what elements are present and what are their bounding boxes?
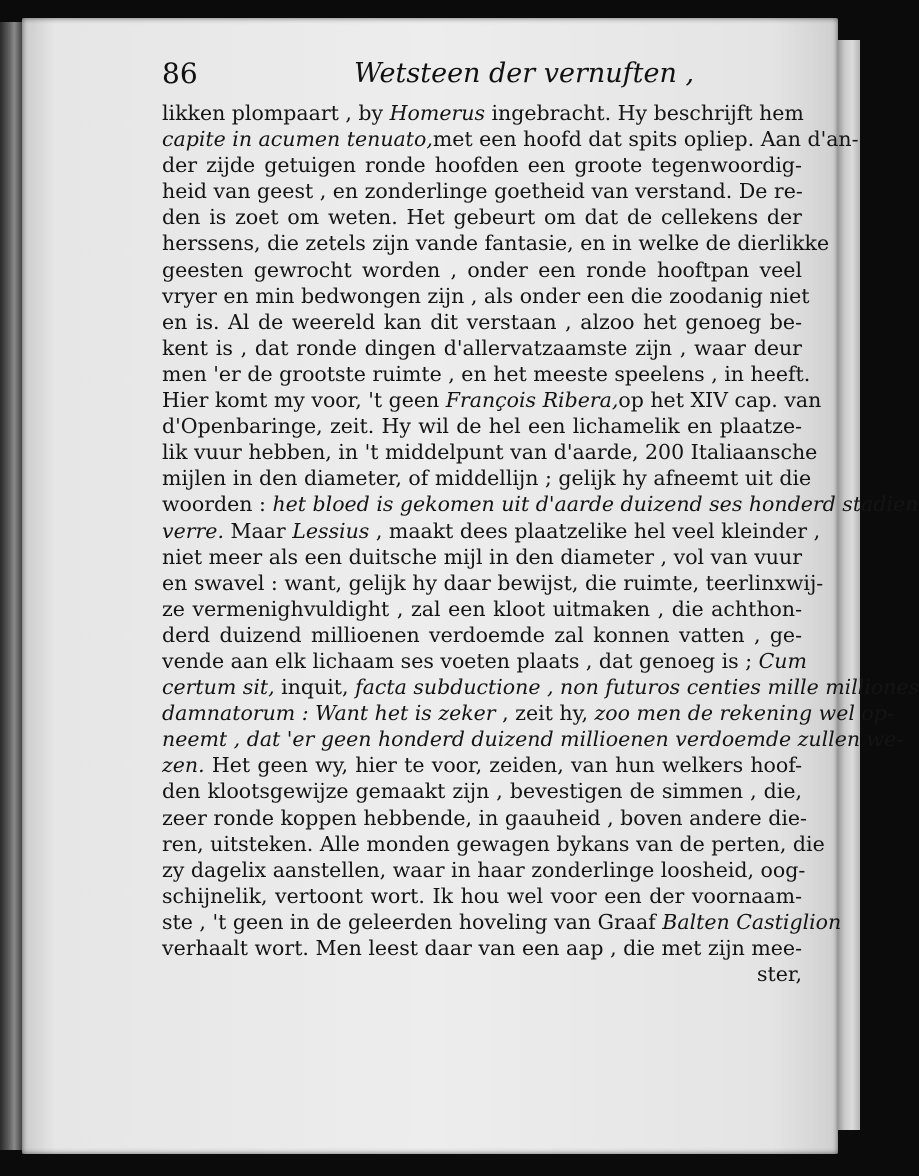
text-line [162, 257, 802, 283]
text-segment: en swavel : want, gelijk hy daar bewijst, die ruimte, teerlinxwij- [162, 570, 824, 595]
text-line [162, 283, 810, 309]
text-segment: zy dagelix aanstellen, waar in haar zonderlinge loosheid, oog- [162, 857, 806, 882]
text-segment: ren, uitsteken. Alle monden gewagen bykans van de perten, die [162, 831, 825, 856]
text-line [162, 909, 842, 935]
text-segment: Maar [223, 518, 293, 543]
text-line [162, 387, 822, 413]
text-line [162, 622, 802, 648]
text-line [162, 831, 825, 857]
text-segment: der zijde getuigen ronde hoofden een groote tegenwoordig- [162, 153, 802, 178]
text-line [162, 752, 802, 778]
text-line [162, 596, 802, 622]
italic-text: Balten Castiglion [662, 909, 842, 934]
text-segment: en is. Al de weereld kan dit verstaan , alzoo het genoeg be- [162, 309, 802, 334]
text-line [162, 674, 919, 700]
text-line [162, 857, 806, 883]
catchword: ster, [757, 962, 802, 987]
text-segment: ze vermenighvuldight , zal een kloot uitmaken , die achthon- [162, 596, 802, 621]
text-segment: , maakt dees plaatzelike hel veel kleinder , [369, 518, 821, 543]
italic-text: zoo men de rekening wel op- [594, 701, 894, 726]
text-segment: verhaalt wort. Men leest daar van een aap , die met zijn mee- [162, 936, 802, 960]
text-segment: den is zoet om weten. Het gebeurt om dat de cellekens der [162, 205, 802, 230]
text-segment: vryer en min bedwongen zijn , als onder een die zoodanig niet [162, 283, 810, 308]
text-segment: lik vuur hebben, in 't middelpunt van d'aarde, 200 Italiaansche [162, 440, 818, 465]
text-segment: herssens, die zetels zijn vande fantasie, en in welke de dierlikke [162, 231, 830, 256]
text-line [162, 465, 812, 491]
text-line [162, 648, 807, 674]
italic-text: neemt , dat 'er geen honderd duizend millioenen verdoemde zullen we- [162, 727, 904, 752]
text-line [162, 883, 802, 909]
text-segment: inquit, [274, 675, 356, 700]
text-segment: woorden : [162, 492, 273, 517]
text-segment: heid van geest , en zonderlinge goetheid van verstand. De re- [162, 179, 803, 204]
text-line [162, 518, 821, 544]
text-segment: zeer ronde koppen hebbende, in gaauheid , boven andere die- [162, 805, 807, 830]
text-line [162, 309, 802, 335]
text-segment: derd duizend millioenen verdoemde zal konnen vatten , ge- [162, 622, 802, 647]
text-line [162, 230, 830, 256]
text-line [162, 413, 802, 439]
text-line [162, 204, 802, 230]
text-segment: den klootsgewijze gemaakt zijn , bevestigen de simmen , die, [162, 779, 802, 804]
text-segment: , zeit hy, [495, 701, 595, 726]
text-line [162, 935, 802, 961]
italic-text: Cum [758, 648, 807, 673]
text-segment: met een hoofd dat spits opliep. Aan d'an- [432, 127, 859, 152]
text-segment: men 'er de grootste ruimte , en het meeste speelens , in heeft. [162, 361, 811, 386]
text-segment: Het geen wy, hier te voor, zeiden, van hun welkers hoof- [204, 753, 802, 778]
running-title: Wetsteen der vernuften , [354, 58, 695, 89]
book-page [22, 18, 919, 1154]
text-line [162, 805, 807, 831]
text-line [162, 152, 802, 178]
italic-text: zen. [162, 753, 205, 778]
text-segment: d'Openbaringe, zeit. Hy wil de hel een lichamelik en plaatze- [162, 414, 802, 439]
text-line [162, 100, 802, 126]
text-segment: op het XIV cap. van [618, 388, 822, 413]
italic-text: verre. [162, 518, 224, 543]
text-line [162, 491, 919, 517]
text-line [162, 126, 859, 152]
text-line [162, 439, 818, 465]
text-segment: mijlen in den diameter, of middellijn ; gelijk hy afneemt uit die [162, 466, 812, 491]
text-line [162, 178, 802, 204]
text-line [162, 570, 824, 596]
italic-text: damnatorum : Want het is zeker [162, 701, 496, 726]
text-line [162, 778, 802, 804]
italic-text: François Ribera, [445, 388, 619, 413]
italic-text: certum sit, [162, 675, 275, 700]
text-segment: Hier komt my voor, 't geen [162, 388, 446, 413]
text-line [162, 335, 802, 361]
running-head [162, 54, 782, 94]
text-segment: vende aan elk lichaam ses voeten plaats , dat genoeg is ; [162, 648, 759, 673]
text-segment: kent is , dat ronde dingen d'allervatzaamste zijn , waar deur [162, 335, 802, 360]
page-number: 86 [162, 57, 198, 90]
body-text [162, 100, 919, 987]
italic-text: facta subductione , non futuros centies mille milliones [355, 675, 919, 700]
text-segment: schijnelik, vertoont wort. Ik hou wel voor een der voornaam- [162, 883, 802, 908]
text-segment: ste , 't geen in de geleerden hoveling van Graaf [162, 909, 663, 934]
text-segment: geesten gewrocht worden , onder een ronde hooftpan veel [162, 257, 802, 282]
italic-text: het bloed is gekomen uit d'aarde duizend ses honderd stadien [272, 492, 919, 517]
text-segment: niet meer als een duitsche mijl in den diameter , vol van vuur [162, 544, 802, 569]
text-line [162, 700, 894, 726]
text-segment: ingebracht. Hy beschrijft hem [484, 101, 804, 125]
text-line [162, 544, 802, 570]
italic-text: Homerus [389, 101, 485, 125]
text-segment: likken plompaart , by [162, 101, 390, 125]
italic-text: Lessius [292, 518, 370, 543]
text-line [162, 726, 904, 752]
text-line [162, 361, 811, 387]
italic-text: capite in acumen tenuato, [162, 127, 433, 152]
